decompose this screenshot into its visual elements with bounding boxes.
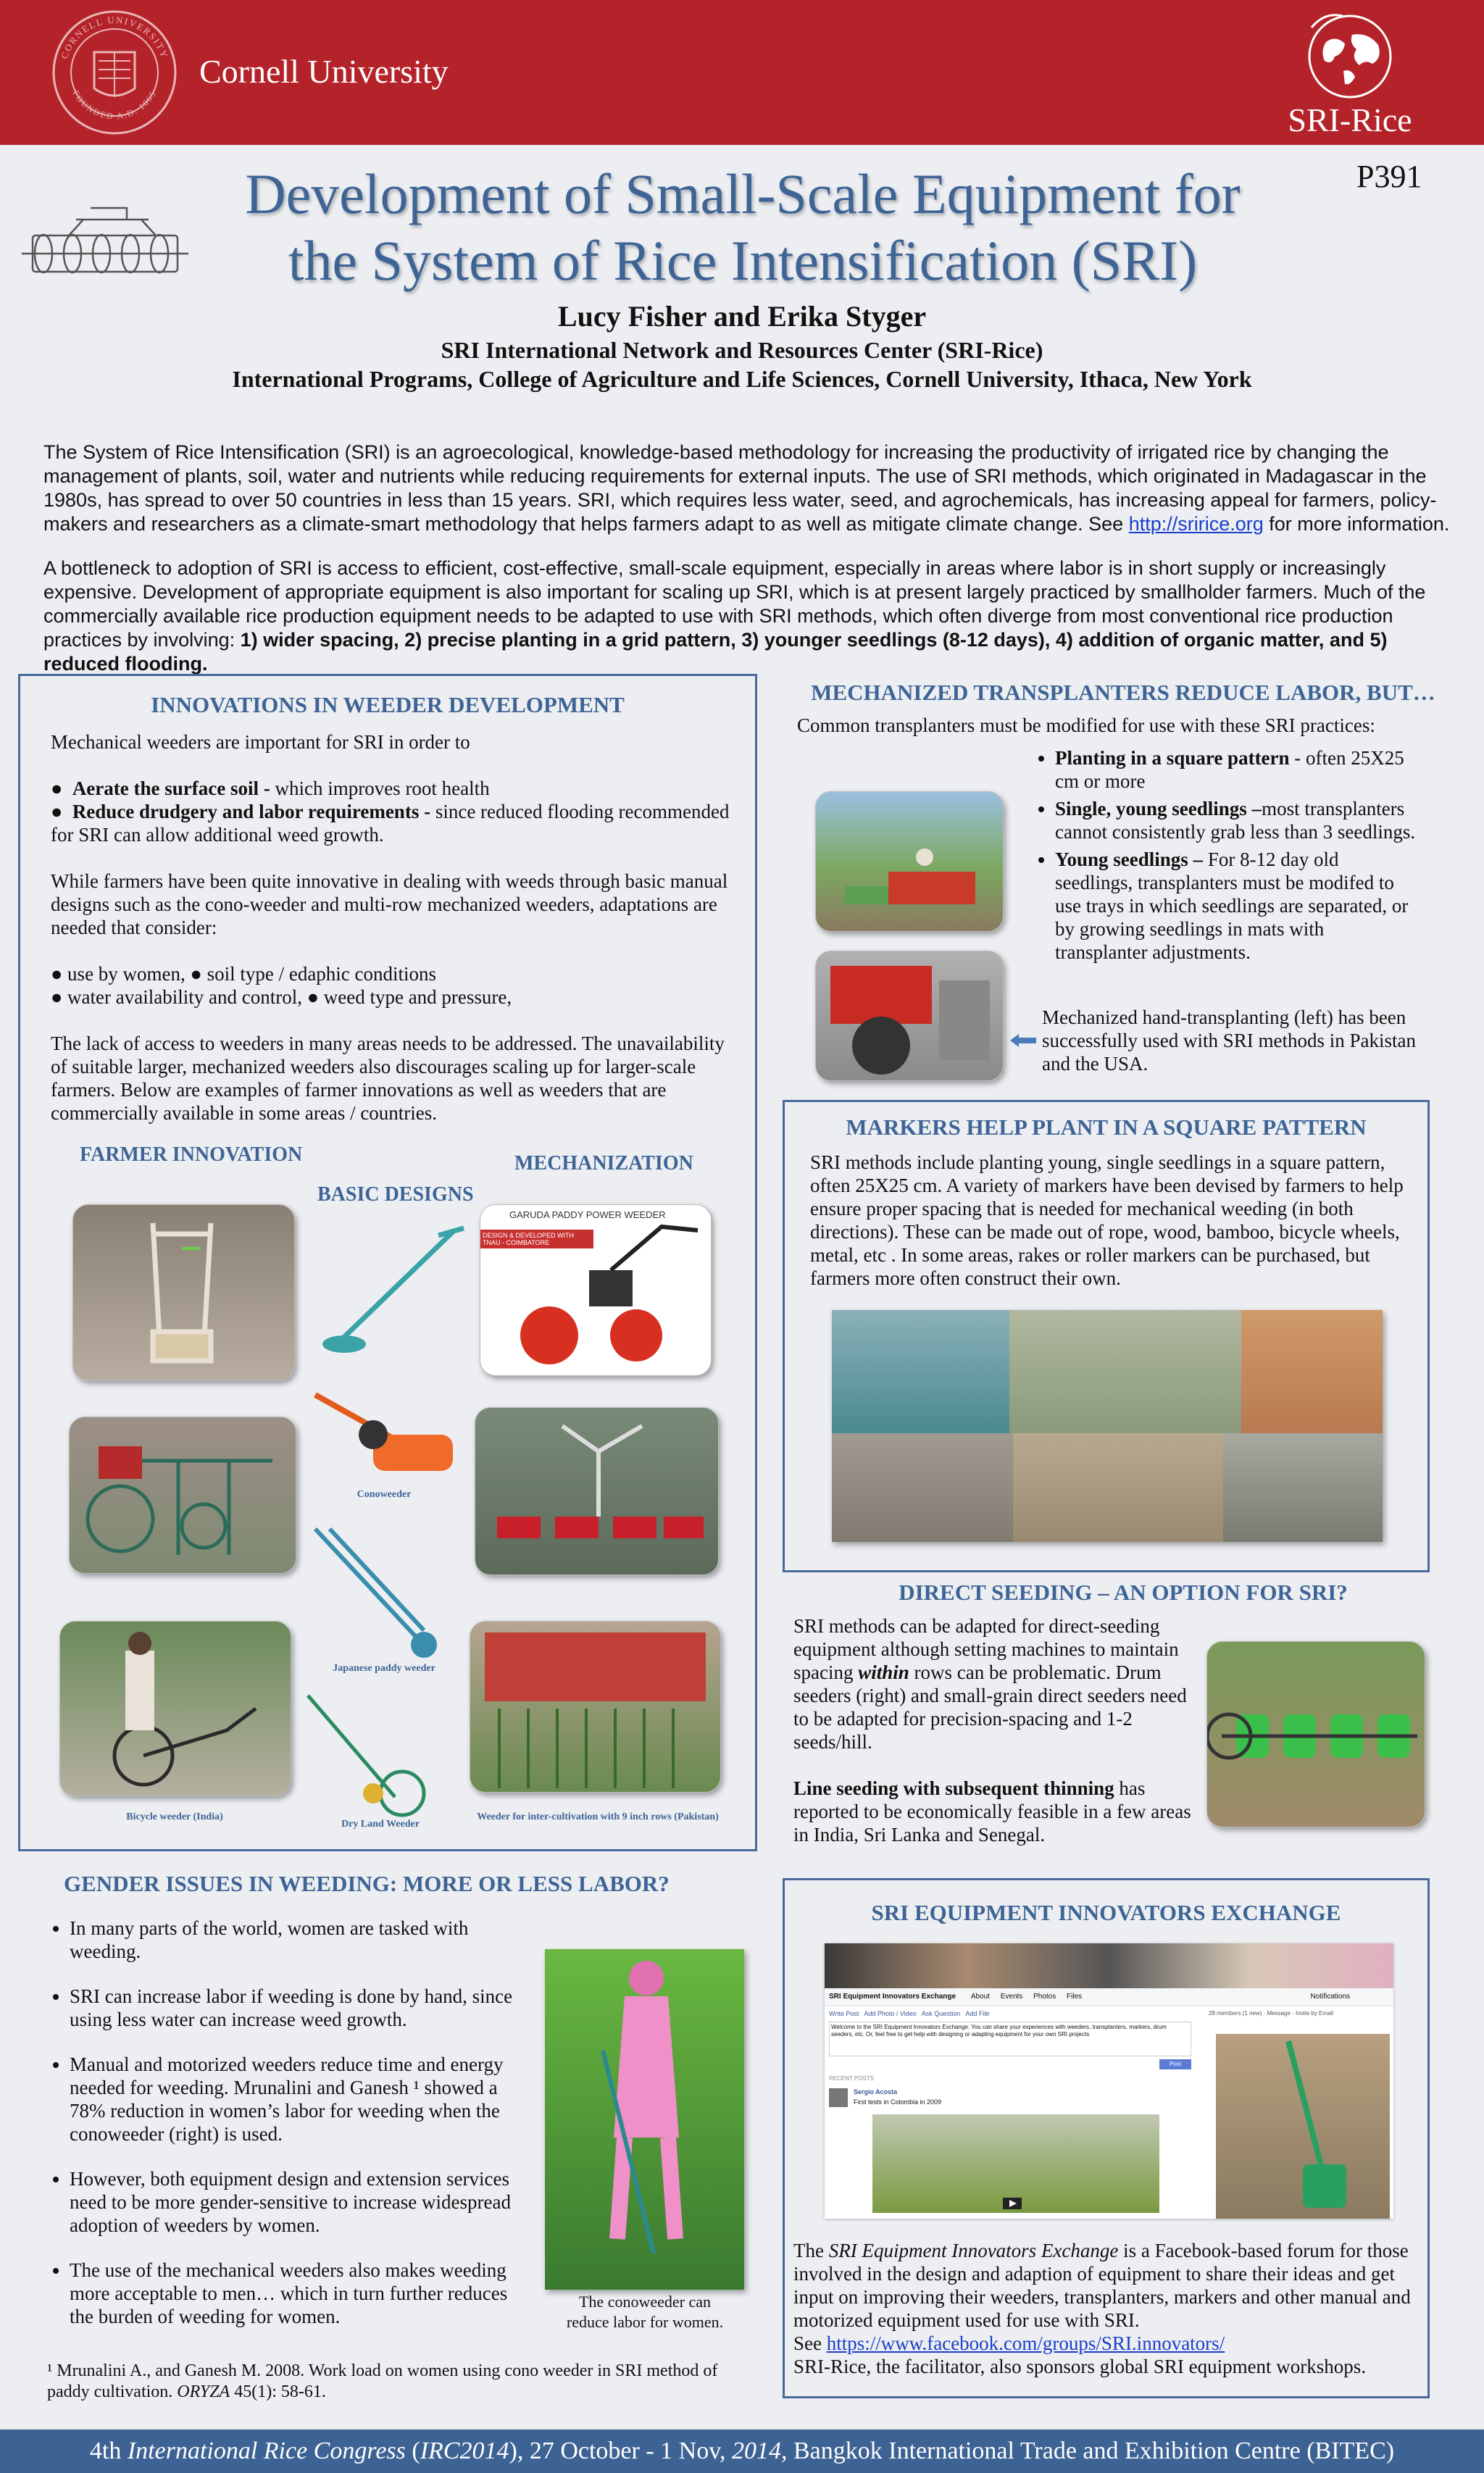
gender-bullets bbox=[43, 1917, 525, 2332]
seal-text-bottom: FOUNDED A.D. 1865 bbox=[70, 88, 159, 122]
weeder-consider-1: ● use by women, ● soil type / edaphic conditions bbox=[51, 963, 437, 985]
facebook-screenshot bbox=[825, 1943, 1393, 2219]
exchange-paragraph: The SRI Equipment Innovators Exchange is a Facebook-based forum for those involved in the design and adaption of equipment to share their ideas and get input on improving their weeders, transplanters, markers and other manual and motorized equipment used for use with SRI. bbox=[793, 2240, 1411, 2331]
fb-notifications-button[interactable]: Notifications bbox=[1310, 1993, 1350, 2001]
garuda-label: GARUDA PADDY POWER WEEDER bbox=[509, 1209, 666, 1220]
exchange-text bbox=[793, 2239, 1431, 2378]
seal-text-top: CORNELL UNIVERSITY bbox=[58, 14, 171, 60]
caption-dry-land-weeder: Dry Land Weeder bbox=[341, 1819, 420, 1830]
fb-composer-actions bbox=[829, 2010, 1191, 2017]
weeder-bullet-aerate: ● Aerate the surface soil - which improves root health bbox=[51, 777, 490, 799]
fb-tab-events[interactable]: Events bbox=[1000, 1993, 1023, 2001]
farmer-weeder-photo-2 bbox=[69, 1417, 296, 1574]
transplanter-photo-2 bbox=[815, 951, 1004, 1081]
poster-title bbox=[130, 161, 1355, 294]
facebook-cover-photos bbox=[825, 1943, 1393, 1988]
fb-post-video[interactable] bbox=[872, 2114, 1159, 2213]
gender-title: GENDER ISSUES IN WEEDING: MORE OR LESS LABOR? bbox=[64, 1871, 670, 1896]
affiliation-2: International Programs, College of Agriculture and Life Sciences, Cornell University, Ithaca, New York bbox=[232, 366, 1252, 392]
transplanter-field-drawing bbox=[816, 792, 1003, 931]
field-marker-photo bbox=[832, 1433, 1013, 1542]
gender-bullet-3: • Manual and motorized weeders reduce time and energy needed for weeding. Mrunalini and Ganesh ¹ showed a 78% reduction in women’s labor for weeding when the conoweeder (right) is used. bbox=[70, 2053, 525, 2145]
fb-add-file[interactable]: Add File bbox=[965, 2010, 990, 2017]
pakistan-weeder-photo bbox=[470, 1621, 721, 1793]
conoweeder-drawing bbox=[308, 1384, 460, 1482]
direct-seeding-p1: SRI methods can be adapted for direct-seeding equipment although setting machines to maintain spacing within rows can be problematic. Drum seeders (right) and small-grain direct seeders need to be adapted for precision-spacing and 1-2 seeds/hill. bbox=[793, 1615, 1187, 1753]
fb-post-text: First tests in Colombia in 2009 bbox=[854, 2098, 942, 2106]
roller-marker-photo bbox=[1013, 1433, 1223, 1542]
farmer-weeder-photo-1 bbox=[72, 1204, 295, 1381]
weeder-paragraph-2: While farmers have been quite innovative in dealing with weeds through basic manual designs such as the cono-weeder and multi-row mechanized weeders, adaptations are needed that consider: bbox=[51, 870, 728, 938]
motor-weeder-drawing bbox=[70, 1417, 296, 1573]
arrow-left-icon bbox=[1009, 1033, 1038, 1048]
weeder-consider-2: ● water availability and control, ● weed type and pressure, bbox=[51, 986, 512, 1008]
red-weeder-drawing bbox=[475, 1408, 718, 1575]
intro-p1-text: The System of Rice Intensification (SRI) is an agroecological, knowledge-based methodology for increasing the productivity of irrigated rice by changing the management of plants, soil, water and nutrients while reducing requirements for external inputs. The use of SRI methods, which originated in Madagascar in the 1980s, has spread to over 50 countries in less than 15 years. SRI, which requires less water, seed, and agrochemicals, has increasing appeal for farmers, policy-makers and researchers as a climate-smart methodology that helps farmers adapt to as well as mitigate climate change. See bbox=[43, 441, 1437, 535]
weeder-title: INNOVATIONS IN WEEDER DEVELOPMENT bbox=[151, 692, 625, 717]
rake-marker-photo bbox=[1241, 1310, 1383, 1433]
direct-seeding-p2: Line seeding with subsequent thinning has reported to be economically feasible in a few areas in India, Sri Lanka and Senegal. bbox=[793, 1777, 1191, 1846]
paddy-field-weeder-photo bbox=[475, 1407, 719, 1575]
caption-conoweeder: Conoweeder bbox=[357, 1489, 412, 1500]
weeder-body bbox=[51, 730, 739, 1125]
gender-footnote: ¹ Mrunalini A., and Ganesh M. 2008. Work load on women using cono weeder in SRI method of paddy cultivation. ORYZA 45(1): 58-61. bbox=[47, 2361, 718, 2401]
intro-paragraph-1 bbox=[43, 441, 1464, 536]
fb-side-photo bbox=[1216, 2034, 1390, 2219]
woman-weeding-drawing bbox=[545, 1949, 744, 2290]
title-line-2: the System of Rice Intensification (SRI) bbox=[288, 229, 1198, 292]
gender-bullet-4: • However, both equipment design and extension services need to be more gender-sensitive to increase widespread adoption of weeders by women. bbox=[70, 2167, 525, 2237]
weeder-bullet-drudgery: ● Reduce drudgery and labor requirements - since reduced flooding recommended for SRI can allow additional weed growth. bbox=[51, 801, 730, 846]
basic-weeder-drawing-1 bbox=[312, 1225, 471, 1369]
intro-paragraph-2 bbox=[43, 556, 1464, 676]
caption-pakistan-weeder: Weeder for inter-cultivation with 9 inch rows (Pakistan) bbox=[477, 1811, 719, 1822]
play-icon bbox=[872, 2114, 1159, 2213]
transplanters-lead: Common transplanters must be modified for use with these SRI practices: bbox=[797, 714, 1375, 736]
direct-seeding-text bbox=[793, 1614, 1199, 1846]
facebook-group-name: SRI Equipment Innovators Exchange bbox=[829, 1993, 956, 2001]
wooden-weeder-drawing bbox=[73, 1205, 294, 1380]
woman-conoweeder-photo bbox=[545, 1949, 744, 2290]
sri-rice-logo-text: SRI-Rice bbox=[1288, 101, 1412, 138]
title-line-1: Development of Small-Scale Equipment for bbox=[245, 162, 1241, 225]
globe-icon bbox=[1274, 13, 1426, 100]
markers-title: MARKERS HELP PLANT IN A SQUARE PATTERN bbox=[846, 1114, 1367, 1140]
green-weeder-drawing bbox=[1216, 2034, 1390, 2219]
bicycle-weeder-drawing bbox=[60, 1622, 291, 1796]
bicycle-weeder-photo bbox=[59, 1621, 291, 1796]
dry-land-weeder-drawing bbox=[301, 1688, 438, 1819]
sri-rice-logo bbox=[1274, 13, 1426, 136]
sririce-link[interactable]: http://sririce.org bbox=[1128, 513, 1264, 535]
tractor-transplanter-drawing bbox=[816, 951, 1003, 1080]
fb-tab-about[interactable]: About bbox=[970, 1993, 990, 2001]
fb-write-post[interactable]: Write Post bbox=[829, 2010, 859, 2017]
col-farmer-innovation: FARMER INNOVATION bbox=[80, 1143, 303, 1166]
transplanters-bullets bbox=[1029, 746, 1420, 968]
woman-photo-caption: The conoweeder can reduce labor for women. bbox=[566, 2293, 724, 2331]
intro-p1-tail: for more information. bbox=[1263, 513, 1450, 535]
transplanters-note: Mechanized hand-transplanting (left) has been successfully used with SRI methods in Pakistan and the USA. bbox=[1042, 1006, 1416, 1075]
weeder-paragraph-3: The lack of access to weeders in many areas needs to be addressed. The unavailability of suitable larger, mechanized weeders also discourages scaling up for larger-scale farmers. Below are examples of farmer innovations as well as weeders that are commercially available in some areas / countries. bbox=[51, 1033, 725, 1124]
markers-photo-collage bbox=[832, 1310, 1383, 1542]
japanese-paddy-weeder-drawing bbox=[308, 1522, 453, 1659]
garuda-weeder-photo bbox=[480, 1204, 712, 1376]
facebook-group-link[interactable]: https://www.facebook.com/groups/SRI.innovators/ bbox=[826, 2332, 1225, 2354]
fb-add-photo[interactable]: Add Photo / Video bbox=[864, 2010, 917, 2017]
caption-bicycle-weeder: Bicycle weeder (India) bbox=[126, 1811, 223, 1822]
transplanter-bullet-square: • Planting in a square pattern - often 25X25 cm or more bbox=[1055, 746, 1420, 793]
fb-ask-question[interactable]: Ask Question bbox=[921, 2010, 961, 2017]
facebook-group-bar bbox=[825, 1988, 1393, 2006]
affiliation-1: SRI International Network and Resources Center (SRI-Rice) bbox=[441, 337, 1043, 363]
intercultivation-weeder-drawing bbox=[470, 1622, 720, 1792]
intro-p2-text: A bottleneck to adoption of SRI is access to efficient, cost-effective, small-scale equipment, especially in areas where labor is in short supply or increasingly expensive. Development of appropriate equipment is also important for scaling up SRI, which is at present largely practiced by smallholder farmers. Much of the commercially available rice production equipment needs to be adapted to use with SRI methods, which often diverge from most conventional rice production practices by involving: bbox=[43, 557, 1426, 651]
garuda-weeder-drawing bbox=[480, 1205, 711, 1375]
university-name: Cornell University bbox=[199, 53, 449, 90]
drum-seeder-photo bbox=[1206, 1641, 1425, 1827]
exchange-last-line: SRI-Rice, the facilitator, also sponsors global SRI equipment workshops. bbox=[793, 2356, 1367, 2377]
footer-banner: 4th International Rice Congress (IRC2014), 27 October - 1 Nov, 2014, Bangkok International Trade and Exhibition Centre (BITEC) bbox=[0, 2430, 1484, 2473]
exchange-see: See https://www.facebook.com/groups/SRI.innovators/ bbox=[793, 2332, 1225, 2354]
fb-poster-avatar bbox=[829, 2088, 848, 2107]
fb-poster-name[interactable]: Sergio Acosta bbox=[854, 2088, 898, 2095]
gender-bullet-1: • In many parts of the world, women are tasked with weeding. bbox=[70, 1917, 525, 1963]
wooden-marker-photo bbox=[1009, 1310, 1241, 1433]
weeder-lead: Mechanical weeders are important for SRI in order to bbox=[51, 731, 470, 753]
transplanter-photo-1 bbox=[815, 791, 1004, 932]
fb-post-button[interactable]: Post bbox=[1159, 2059, 1191, 2069]
direct-seeding-title: DIRECT SEEDING – AN OPTION FOR SRI? bbox=[899, 1580, 1348, 1605]
fb-members: 28 members (1 new) · Message · Invite by Email bbox=[1209, 2010, 1334, 2017]
intro-p2-bold: 1) wider spacing, 2) precise planting in a grid pattern, 3) younger seedlings (8-12 days), 4) addition of organic matter, and 5) reduced flooding. bbox=[43, 629, 1388, 675]
col-basic-designs: BASIC DESIGNS bbox=[317, 1183, 474, 1206]
transplanters-title: MECHANIZED TRANSPLANTERS REDUCE LABOR, BUT… bbox=[811, 680, 1435, 705]
caption-japanese-weeder: Japanese paddy weeder bbox=[333, 1663, 435, 1674]
garuda-banner: DESIGN & DEVELOPED WITH TNAU - COIMBATORE bbox=[480, 1230, 593, 1248]
gender-bullet-5: • The use of the mechanical weeders also makes weeding more acceptable to men… which in turn further reduces the burden of weeding for women. bbox=[70, 2259, 525, 2328]
fb-welcome-box[interactable]: Welcome to the SRI Equipment Innovators Exchange. You can share your experiences with weeders, transplanters, markers, drum seeders, etc. Or, feel free to get help with designing or adapting equipment for your own SRI projects bbox=[829, 2022, 1191, 2056]
markers-text: SRI methods include planting young, single seedlings in a square pattern, often 25X25 cm. A variety of markers have been devised by farmers to help ensure proper spacing that is needed for mechanical weeding (in both directions). These can be made out of rope, wood, bamboo, bicycle wheels, metal, etc . In some areas, rakes or roller markers can be purchased, but farmers more often construct their own. bbox=[810, 1151, 1404, 1289]
transplanter-bullet-single: • Single, young seedlings –most transplanters cannot consistently grab less than 3 seedlings. bbox=[1055, 797, 1420, 843]
authors: Lucy Fisher and Erika Styger bbox=[557, 300, 927, 333]
fb-recent-posts: RECENT POSTS bbox=[829, 2075, 875, 2082]
poster-number: P391 bbox=[1356, 159, 1422, 194]
gender-bullet-2: • SRI can increase labor if weeding is done by hand, since using less water can increase weed growth. bbox=[70, 1985, 525, 2031]
col-mechanization: MECHANIZATION bbox=[514, 1152, 693, 1175]
transplanter-bullet-young: • Young seedlings – For 8-12 day old seedlings, transplanters must be modifed to use trays in which seedlings are separated, or by growing seedlings in mats with transplanter adjustments. bbox=[1055, 848, 1420, 964]
rope-marker-photo bbox=[832, 1310, 1009, 1433]
drum-seeder-drawing bbox=[1207, 1642, 1425, 1827]
grid-marker-photo bbox=[1223, 1433, 1383, 1542]
fb-tab-photos[interactable]: Photos bbox=[1033, 1993, 1056, 2001]
cornell-seal-logo bbox=[51, 9, 178, 136]
fb-tab-files[interactable]: Files bbox=[1067, 1993, 1083, 2001]
exchange-title: SRI EQUIPMENT INNOVATORS EXCHANGE bbox=[871, 1900, 1341, 1925]
